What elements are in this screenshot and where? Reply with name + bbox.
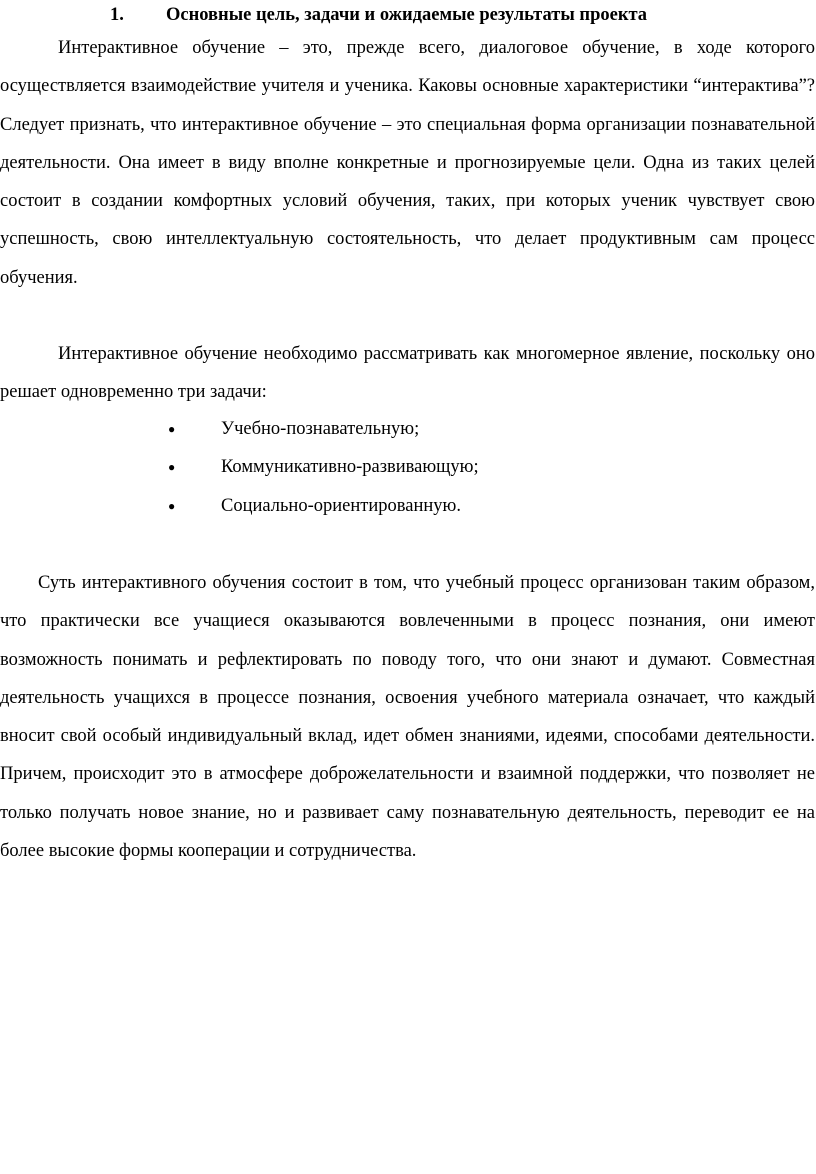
list-item-text: Социально-ориентированную.: [221, 495, 461, 516]
paragraph-tasks-lead: Интерактивное обучение необходимо рассматривать как многомерное явление, поскольку оно решает одновременно три задачи:: [0, 344, 815, 403]
section-heading: [110, 4, 647, 26]
paragraph-essence: Суть интерактивного обучения состоит в том, что учебный процесс организован таким образом, что практически все учащиеся оказываются вовлеченными в процесс познания, они имеют возможность понимать и рефлектировать по поводу того, что они знают и думают. Совместная деятельность учащихся в процессе познания, освоения учебного материала означает, что каждый вносит свой особый индивидуальный вклад, идет обмен знаниями, идеями, способами деятельности. Причем, происходит это в атмосфере доброжелательности и взаимной поддержки, что позволяет не только получать новое знание, но и развивает саму познавательную деятельность, переводит ее на более высокие формы кооперации и сотрудничества.: [0, 573, 815, 862]
list-item-text: Коммуникативно-развивающую;: [221, 457, 479, 478]
bullet-icon: ●: [168, 422, 176, 436]
section-title: Основные цель, задачи и ожидаемые результаты проекта: [166, 5, 648, 25]
section-number: 1.: [110, 5, 124, 25]
bullet-icon: ●: [168, 498, 176, 513]
bullet-icon: ●: [168, 460, 176, 475]
list-item-text: Учебно-познавательную;: [221, 419, 420, 439]
paragraph-intro: Интерактивное обучение – это, прежде всего, диалоговое обучение, в ходе которого осуществляется взаимодействие учителя и ученика. Каковы основные характеристики “интерактива”? Следует признать, что интерактивное обучение – это специальная форма организации познавательной деятельности. Она имеет в виду вполне конкретные и прогнозируемые цели. Одна из таких целей состоит в создании комфортных условий обучения, таких, при которых ученик чувствует свою успешность, свою интеллектуальную состоятельность, что делает продуктивным сам процесс обучения.: [0, 38, 815, 288]
